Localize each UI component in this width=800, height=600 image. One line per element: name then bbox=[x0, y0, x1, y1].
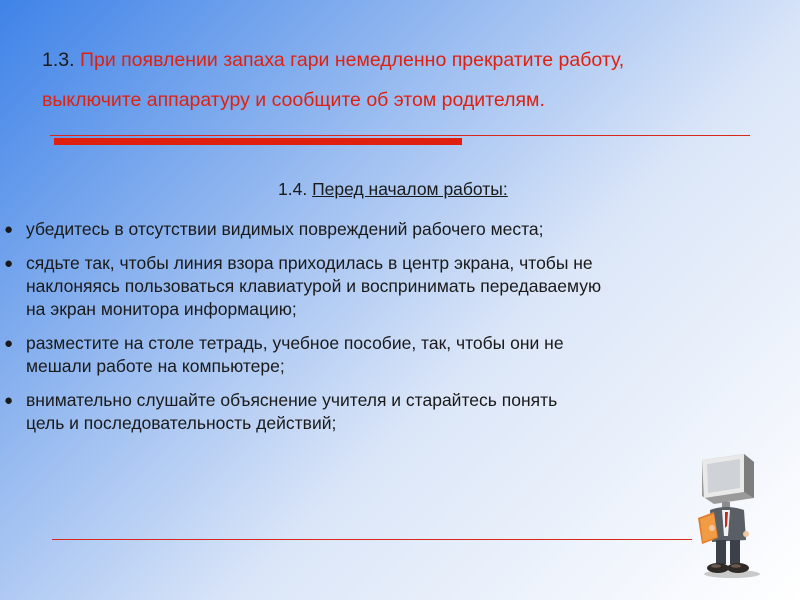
list-item bbox=[0, 218, 790, 241]
list-item bbox=[0, 389, 790, 435]
accent-bar bbox=[54, 138, 462, 145]
section-1-3 bbox=[42, 46, 722, 114]
section-1-4-title: Перед началом работы: bbox=[312, 179, 508, 199]
divider-line-top bbox=[50, 135, 750, 136]
section-1-4-heading bbox=[278, 178, 508, 201]
list-item bbox=[0, 252, 790, 321]
section-1-3-text-line2: выключите аппаратуру и сообщите об этом родителям. bbox=[42, 89, 545, 111]
list-item-text: внимательно слушайте объяснение учителя и старайтесь понять цель и последовательность действий; bbox=[26, 390, 558, 433]
divider-line-bottom bbox=[52, 539, 692, 540]
list-item-text: убедитесь в отсутствии видимых повреждений рабочего места; bbox=[26, 219, 544, 239]
section-1-4-number: 1.4. bbox=[278, 179, 308, 199]
section-1-3-number: 1.3. bbox=[42, 49, 75, 71]
bullet-dot-icon: ● bbox=[4, 335, 14, 352]
list-item bbox=[0, 332, 790, 378]
bullet-dot-icon: ● bbox=[4, 255, 14, 272]
computer-head-man-illustration bbox=[692, 452, 772, 580]
bullet-dot-icon: ● bbox=[4, 392, 14, 409]
list-item-text: сядьте так, чтобы линия взора приходилась в центр экрана, чтобы не наклоняясь пользоваться клавиатурой и воспринимать передаваемую на экран монитора информацию; bbox=[26, 253, 602, 319]
list-item-text: разместите на столе тетрадь, учебное пособие, так, чтобы они не мешали работе на компьютере; bbox=[26, 333, 564, 376]
section-1-3-text-line1: При появлении запаха гари немедленно прекратите работу, bbox=[79, 49, 625, 71]
bullet-dot-icon: ● bbox=[4, 221, 14, 238]
instruction-list bbox=[0, 218, 790, 446]
